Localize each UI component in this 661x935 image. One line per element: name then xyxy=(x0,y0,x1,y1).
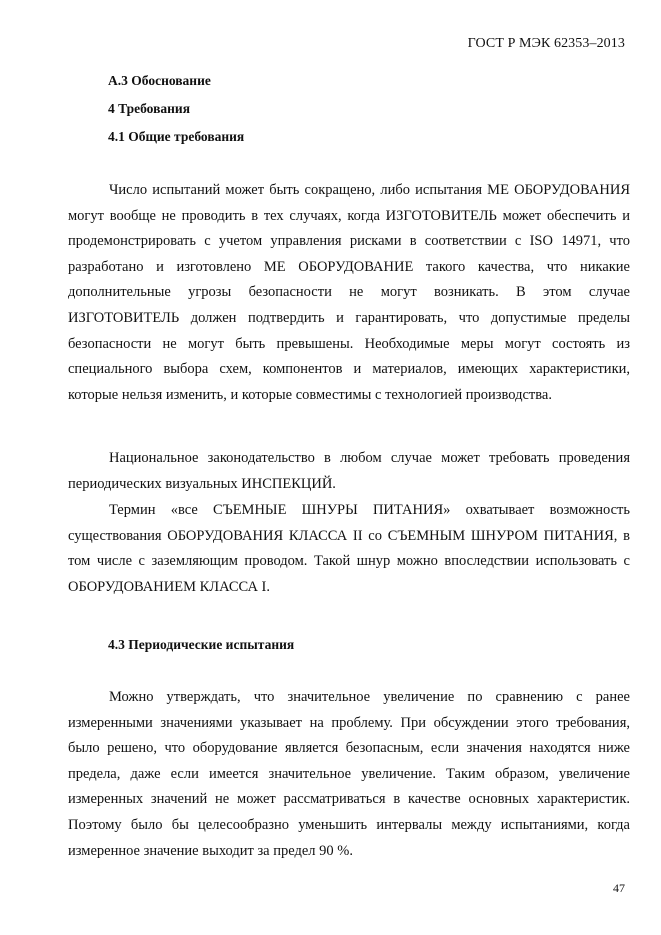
heading-section-4: 4 Требования xyxy=(108,101,191,116)
page-number: 47 xyxy=(613,881,625,895)
document-header: ГОСТ Р МЭК 62353–2013 xyxy=(467,36,625,51)
paragraph-national-legislation: Национальное законодательство в любом случае может требовать проведения периодических визуальных ИНСПЕКЦИЙ. xyxy=(68,450,630,492)
paragraph-power-cords: Термин «все СЪЕМНЫЕ ШНУРЫ ПИТАНИЯ» охватывает возможность существования ОБОРУДОВАНИЯ КЛАССА II со СЪЕМНЫМ ШНУРОМ ПИТАНИЯ, в том числе с заземляющим проводом. Такой шнур можно впоследствии использовать с ОБОРУДОВАНИЕМ КЛАССА I. xyxy=(68,502,630,595)
heading-section-4-3: 4.3 Периодические испытания xyxy=(108,637,295,652)
heading-a3: А.3 Обоснование xyxy=(108,73,211,88)
paragraph-general-requirements: Число испытаний может быть сокращено, либо испытания МЕ ОБОРУДОВАНИЯ могут вообще не проводить в тех случаях, когда ИЗГОТОВИТЕЛЬ может обеспечить и продемонстрировать с учетом управления рисками в соответствии с ISO 14971, что разработано и изготовлено МЕ ОБОРУДОВАНИЕ такого качества, что никакие дополнительные угрозы безопасности не могут возникать. В этом случае ИЗГОТОВИТЕЛЬ должен подтвердить и гарантировать, что допустимые пределы безопасности не могут быть превышены. Необходимые меры могут состоять из специального выбора схем, компонентов и материалов, имеющих характеристики, которые нельзя изменить, и которые совместимы с технологией производства. xyxy=(68,182,630,403)
paragraph-periodic-tests: Можно утверждать, что значительное увеличение по сравнению с ранее измеренными значениями указывает на проблему. При обсуждении этого требования, было решено, что оборудование является безопасным, если значения находятся ниже предела, даже если имеется значительное увеличение. Таким образом, увеличение измеренных значений не может рассматриваться в качестве основных характеристик. Поэтому было бы целесообразно уменьшить интервалы между испытаниями, когда измеренное значение выходит за предел 90 %. xyxy=(68,689,630,859)
heading-section-4-1: 4.1 Общие требования xyxy=(108,129,245,144)
